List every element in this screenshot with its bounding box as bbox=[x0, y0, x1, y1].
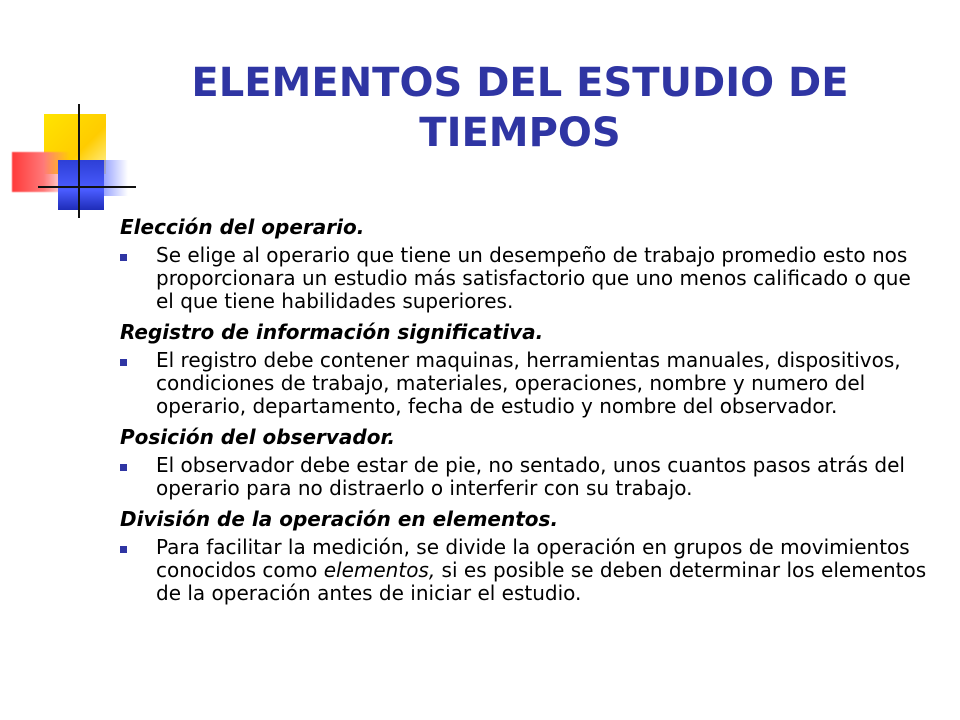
square-bullet-icon bbox=[120, 254, 127, 261]
bullet-text-before: Para facilitar la medición, se divide la operación en grupos de movimientos conocidos como bbox=[156, 535, 910, 582]
bullet-text bbox=[156, 535, 926, 605]
section-heading: División de la operación en elementos. bbox=[120, 507, 559, 531]
slide-content bbox=[120, 212, 932, 611]
horizontal-line-decoration bbox=[38, 186, 136, 188]
section-observer-position bbox=[120, 424, 932, 500]
blue-square-decoration bbox=[58, 160, 104, 210]
blue-fade-decoration bbox=[104, 160, 128, 196]
bullet-text-after: si es posible se deben determinar los elementos de la operación antes de iniciar el estudio. bbox=[156, 558, 927, 605]
square-bullet-icon bbox=[120, 546, 127, 553]
slide-logo-decoration bbox=[0, 0, 140, 220]
bullet-text-emphasis: elementos, bbox=[323, 558, 436, 582]
square-bullet-icon bbox=[120, 359, 127, 366]
section-operator-selection bbox=[120, 214, 932, 313]
bullet-text: Se elige al operario que tiene un desempeño de trabajo promedio esto nos proporcionara un estudio más satisfactorio que uno menos calificado o que el que tiene habilidades superiores. bbox=[156, 243, 911, 313]
bullet-item bbox=[120, 454, 932, 500]
section-heading: Posición del observador. bbox=[120, 425, 396, 449]
bullet-item bbox=[120, 349, 932, 418]
section-operation-division bbox=[120, 506, 932, 605]
bullet-text: El registro debe contener maquinas, herramientas manuales, dispositivos, condiciones de trabajo, materiales, operaciones, nombre y numero del operario, departamento, fecha de estudio y nombre del observador. bbox=[156, 348, 901, 418]
vertical-line-decoration bbox=[78, 104, 80, 218]
section-heading: Registro de información significativa. bbox=[120, 320, 544, 344]
square-bullet-icon bbox=[120, 464, 127, 471]
bullet-item bbox=[120, 536, 932, 605]
title-line-1: ELEMENTOS DEL ESTUDIO DE bbox=[191, 60, 849, 106]
page-title bbox=[140, 58, 900, 158]
section-heading: Elección del operario. bbox=[120, 215, 365, 239]
bullet-item bbox=[120, 244, 932, 313]
bullet-text: El observador debe estar de pie, no sentado, unos cuantos pasos atrás del operario para no distraerlo o interferir con su trabajo. bbox=[156, 453, 905, 500]
title-line-2: TIEMPOS bbox=[419, 110, 621, 156]
section-information-record bbox=[120, 319, 932, 418]
